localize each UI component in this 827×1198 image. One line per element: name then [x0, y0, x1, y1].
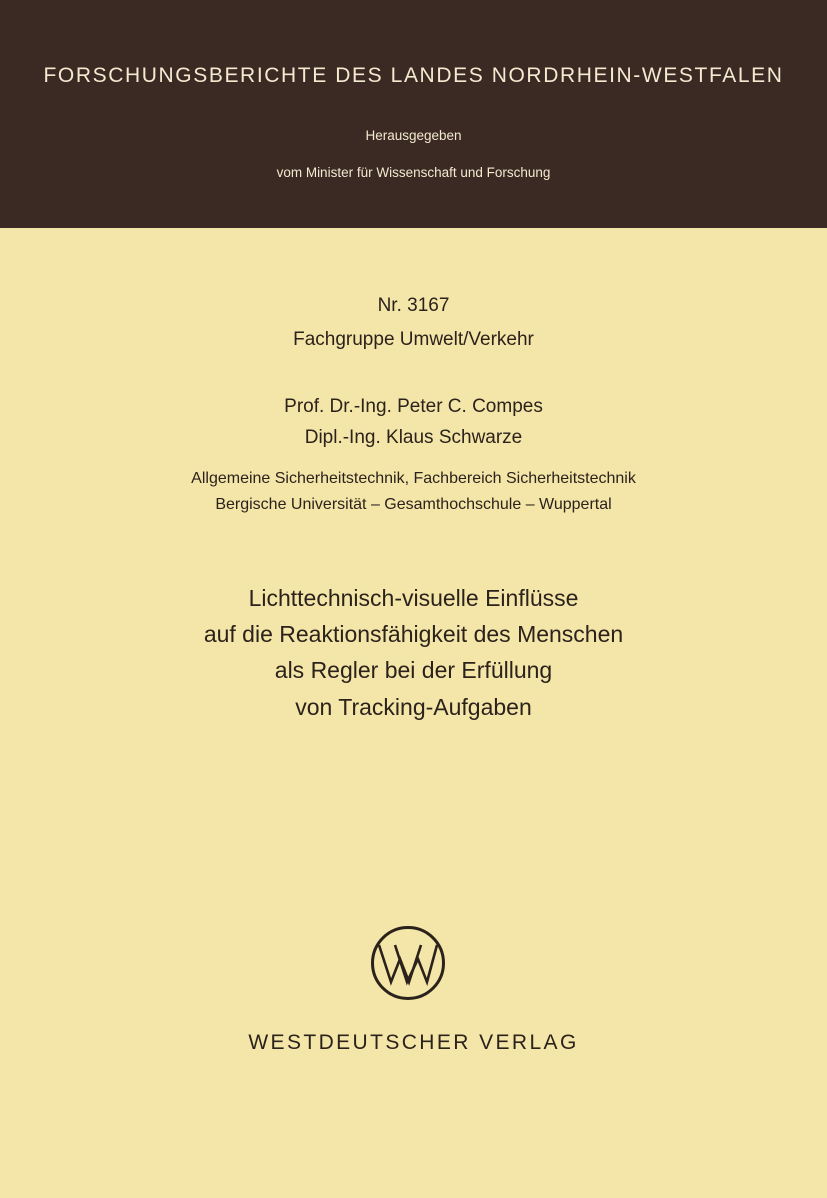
editor-line-2: vom Minister für Wissenschaft und Forschung	[276, 165, 551, 180]
institution-line-2: Bergische Universität – Gesamthochschule – Wuppertal	[215, 496, 612, 513]
title-line-2: auf die Reaktionsfähigkeit des Menschen	[203, 621, 624, 647]
publisher-logo-icon	[369, 924, 447, 1002]
report-number: Nr. 3167	[377, 295, 450, 316]
title-line-1: Lichttechnisch-visuelle Einflüsse	[248, 585, 579, 611]
series-title: FORSCHUNGSBERICHTE DES LANDES NORDRHEIN-WESTFALEN	[43, 64, 784, 87]
editor-line-1: Herausgegeben	[365, 128, 462, 143]
institution-line-1: Allgemeine Sicherheitstechnik, Fachbereich Sicherheitstechnik	[191, 470, 636, 487]
title-line-3: als Regler bei der Erfüllung	[274, 657, 553, 683]
cover-header-band	[0, 0, 827, 228]
author-2: Dipl.-Ing. Klaus Schwarze	[304, 427, 523, 448]
author-1: Prof. Dr.-Ing. Peter C. Compes	[284, 396, 543, 417]
title-line-4: von Tracking-Aufgaben	[295, 694, 532, 720]
publisher-name: WESTDEUTSCHER VERLAG	[248, 1031, 579, 1054]
report-group: Fachgruppe Umwelt/Verkehr	[293, 329, 534, 350]
